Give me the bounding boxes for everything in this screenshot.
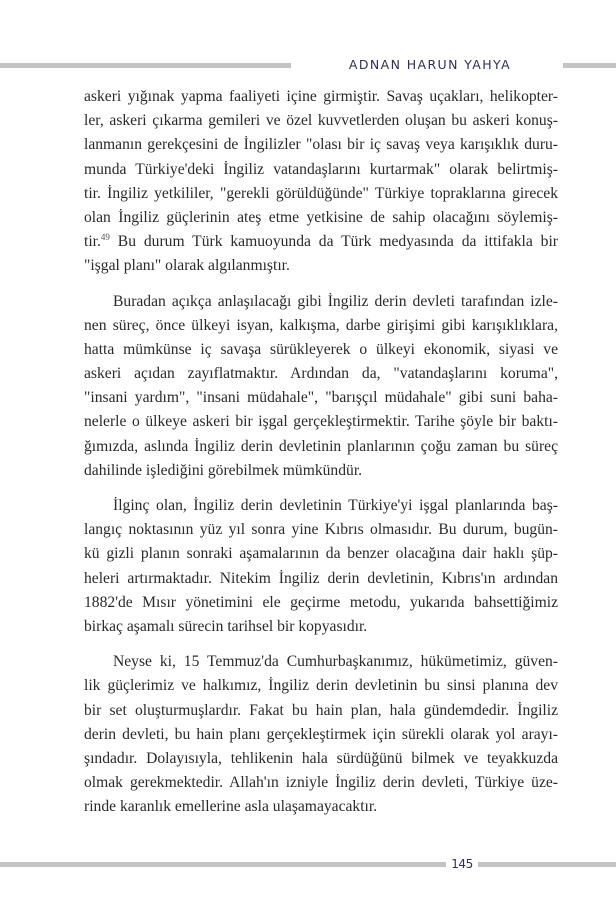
page-footer (0, 854, 616, 874)
text-line: kü gizli planın sonraki aşamalarının da benzer olacağına dair haklı şüp- (84, 545, 558, 563)
header-rule-left (0, 63, 291, 68)
text-line: askeri açıdan zayıflatmaktır. Ardından da, "vatandaşlarını koruma", (84, 365, 558, 383)
page-number: 145 (451, 857, 473, 871)
text-line: nen süreç, önce ülkeyi isyan, kalkışma, darbe girişimi gibi karışıklıklara, (84, 316, 558, 334)
text-line: hatta mümkünse iç savaşa sürükleyerek o ülkeyi ekonomik, siyasi ve (84, 340, 558, 358)
paragraph-4 (84, 650, 558, 819)
page-body (84, 85, 558, 830)
text-line: lik güçlerimiz ve halkımız, İngiliz derin devletinin bu sinsi planına dev (84, 677, 558, 695)
text-fragment: tir. (84, 233, 101, 251)
running-title: ADNAN HARUN YAHYA (348, 57, 512, 72)
text-line: 1882'de Mısır yönetimini ele geçirme metodu, yukarıda bahsettiğimiz (84, 593, 558, 611)
text-line: askeri yığınak yapma faaliyeti içine girmiştir. Savaş uçakları, helikopter- (84, 88, 558, 105)
text-line: munda Türkiye'deki İngiliz vatandaşlarını kurtarmak" olarak belirtmiş- (84, 160, 558, 178)
footer-rule-left (0, 862, 446, 867)
text-line: Buradan açıkça anlaşılacağı gibi İngiliz derin devleti tarafından izle- (113, 292, 558, 310)
text-line: "insani yardım", "insani müdahale", "barışçıl müdahale" gibi suni baha- (84, 389, 558, 407)
text-line: şındadır. Dolayısıyla, tehlikenin hala sürdüğünü bilmek ve teyakkuzda (84, 749, 558, 767)
text-line: heleri artırmaktadır. Nitekim İngiliz derin devletinin, Kıbrıs'ın ardından (84, 569, 558, 587)
paragraph-2 (84, 290, 558, 484)
text-line: lanmanın gerekçesini de İngilizler "olası bir iç savaş veya karışıklık duru- (84, 136, 558, 154)
paragraph-1 (84, 85, 558, 279)
text-fragment: Bu durum Türk kamuoyunda da Türk medyasında da ittifakla bir (109, 233, 558, 251)
footnote-reference[interactable]: 49 (100, 232, 110, 243)
text-line: rinde karanlık emellerine asla ulaşamayacaktır. (84, 798, 378, 816)
text-line: ğımızda, aslında İngiliz derin devletinin planlarının çoğu zaman bu süreç (84, 437, 558, 455)
text-line: olmak gerekmektedir. Allah'ın izniyle İngiliz derin devleti, Türkiye üze- (84, 774, 558, 792)
text-line: olan İngiliz güçlerinin ateş etme yetkisine de sahip olacağını söylemiş- (84, 208, 558, 226)
text-line: "işgal planı" olarak algılanmıştır. (84, 257, 290, 275)
running-header (0, 55, 616, 75)
text-line: dahilinde işlediğini görebilmek mümkündür. (84, 461, 363, 479)
footer-rule-right (478, 862, 616, 867)
text-line: tir. İngiliz yetkililer, "gerekli görüldüğünde" Türkiye topraklarına girecek (84, 184, 558, 202)
paragraph-3 (84, 494, 558, 639)
text-line: birkaç aşamalı sürecin tarihsel bir kopyasıdır. (84, 617, 368, 635)
text-line: langıç noktasının yüz yıl sonra yine Kıbrıs olmasıdır. Bu durum, bugün- (84, 521, 558, 539)
text-line: bir set oluşturmuşlardır. Fakat bu hain plan, hala gündemdedir. İngiliz (84, 701, 558, 719)
text-line: İlginç olan, İngiliz derin devletinin Türkiye'yi işgal planlarında baş- (113, 497, 558, 514)
header-rule-right (563, 63, 616, 68)
text-line: nelerle o ülkeye askeri bir işgal gerçekleştirmektir. Tarihe şöyle bir baktı- (84, 413, 558, 431)
text-line-with-footnote (84, 230, 558, 254)
text-line: derin devleti, bu hain planı gerçekleştirmek için sürekli olarak yol arayı- (84, 725, 558, 743)
text-line: ler, askeri çıkarma gemileri ve özel kuvvetlerden oluşan bu askeri konuş- (84, 112, 558, 130)
text-line: Neyse ki, 15 Temmuz'da Cumhurbaşkanımız, hükümetimiz, güven- (113, 653, 558, 671)
